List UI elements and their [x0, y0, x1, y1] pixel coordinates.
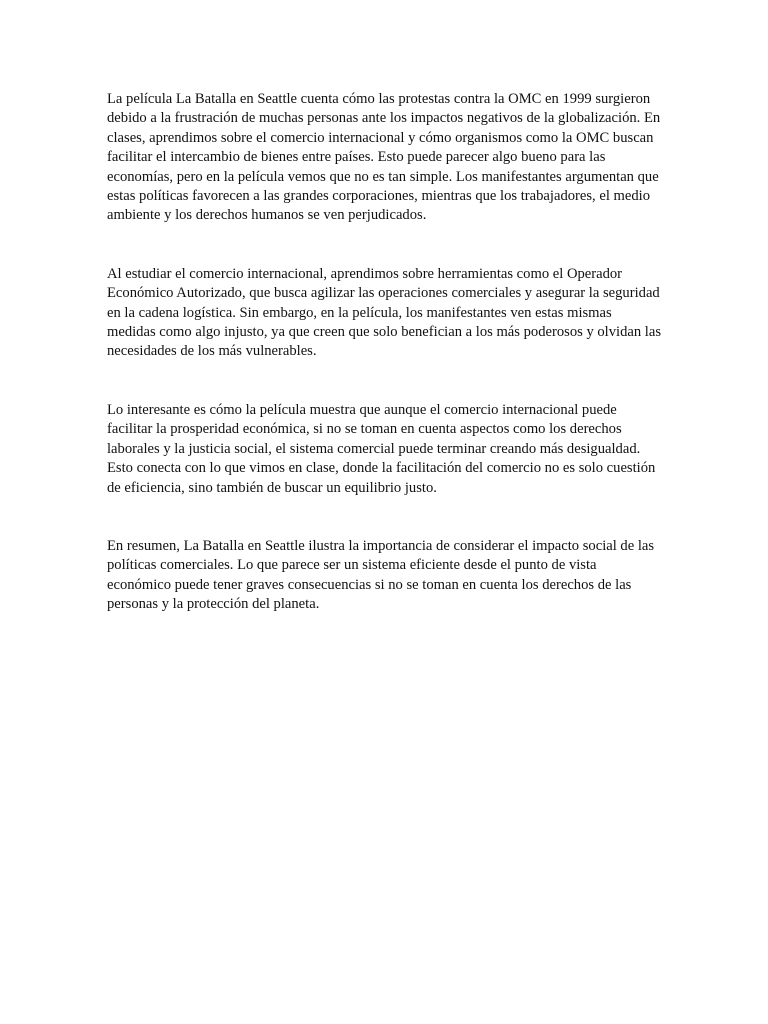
- paragraph-3: Lo interesante es cómo la película muestra que aunque el comercio internacional puede facilitar la prosperidad económica, si no se toman en cuenta aspectos como los derechos laborales y la justicia social, el sistema comercial puede terminar creando más desigualdad. Esto conecta con lo que vimos en clase, donde la facilitación del comercio no es solo cuestión de eficiencia, sino también de buscar un equilibrio justo.: [107, 401, 656, 496]
- paragraph-4: En resumen, La Batalla en Seattle ilustra la importancia de considerar el impacto social de las políticas comerciales. Lo que parece ser un sistema eficiente desde el punto de vista económico puede tener graves consecuencias si no se toman en cuenta los derechos de las personas y la protección del planeta.: [107, 537, 655, 613]
- paragraph-2: Al estudiar el comercio internacional, aprendimos sobre herramientas como el Operador Económico Autorizado, que busca agilizar las operaciones comerciales y asegurar la seguridad en la cadena logística. Sin embargo, en la película, los manifestantes ven estas mismas medidas como algo injusto, ya que creen que solo benefician a los más poderosos y olvidan las necesidades de los más vulnerables.: [107, 265, 662, 360]
- document-body: [107, 90, 663, 654]
- paragraph-1: La película La Batalla en Seattle cuenta cómo las protestas contra la OMC en 1999 surgieron debido a la frustración de muchas personas ante los impactos negativos de la globalización. En clases, aprendimos sobre el comercio internacional y cómo organismos como la OMC buscan facilitar el intercambio de bienes entre países. Esto puede parecer algo bueno para las economías, pero en la película vemos que no es tan simple. Los manifestantes argumentan que estas políticas favorecen a las grandes corporaciones, mientras que los trabajadores, el medio ambiente y los derechos humanos se ven perjudicados.: [107, 91, 661, 224]
